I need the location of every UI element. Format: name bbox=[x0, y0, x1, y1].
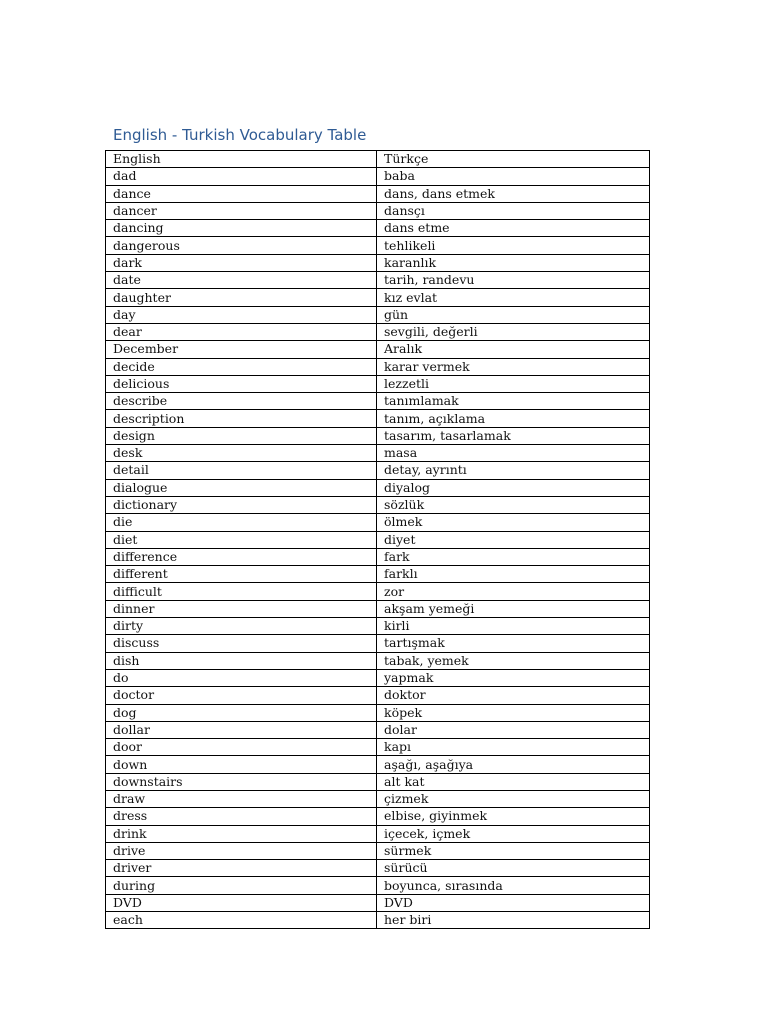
english-word-cell: door bbox=[106, 739, 377, 756]
vocabulary-table bbox=[105, 150, 650, 929]
english-word-cell: down bbox=[106, 756, 377, 773]
table-row bbox=[106, 877, 650, 894]
table-row bbox=[106, 531, 650, 548]
turkish-word-cell: karar vermek bbox=[377, 358, 650, 375]
table-row bbox=[106, 790, 650, 807]
english-word-cell: delicious bbox=[106, 375, 377, 392]
vocabulary-table-body bbox=[106, 151, 650, 929]
turkish-word-cell: sürücü bbox=[377, 860, 650, 877]
table-row bbox=[106, 237, 650, 254]
table-row bbox=[106, 618, 650, 635]
table-row bbox=[106, 185, 650, 202]
table-row bbox=[106, 860, 650, 877]
table-row bbox=[106, 635, 650, 652]
table-row bbox=[106, 358, 650, 375]
turkish-word-cell: detay, ayrıntı bbox=[377, 462, 650, 479]
english-word-cell: diet bbox=[106, 531, 377, 548]
english-word-cell: dress bbox=[106, 808, 377, 825]
turkish-word-cell: karanlık bbox=[377, 254, 650, 271]
table-row bbox=[106, 548, 650, 565]
english-word-cell: driver bbox=[106, 860, 377, 877]
table-row bbox=[106, 427, 650, 444]
table-row bbox=[106, 393, 650, 410]
turkish-word-cell: tasarım, tasarlamak bbox=[377, 427, 650, 444]
english-word-cell: difficult bbox=[106, 583, 377, 600]
english-word-cell: dollar bbox=[106, 721, 377, 738]
turkish-word-cell: kız evlat bbox=[377, 289, 650, 306]
turkish-word-cell: yapmak bbox=[377, 669, 650, 686]
english-word-cell: daughter bbox=[106, 289, 377, 306]
table-row bbox=[106, 808, 650, 825]
turkish-word-cell: baba bbox=[377, 168, 650, 185]
turkish-word-cell: tarih, randevu bbox=[377, 272, 650, 289]
english-word-cell: dish bbox=[106, 652, 377, 669]
header-english: English bbox=[106, 151, 377, 168]
table-row bbox=[106, 739, 650, 756]
turkish-word-cell: kapı bbox=[377, 739, 650, 756]
english-word-cell: dirty bbox=[106, 618, 377, 635]
turkish-word-cell: tartışmak bbox=[377, 635, 650, 652]
english-word-cell: description bbox=[106, 410, 377, 427]
turkish-word-cell: dolar bbox=[377, 721, 650, 738]
table-row bbox=[106, 825, 650, 842]
english-word-cell: discuss bbox=[106, 635, 377, 652]
english-word-cell: dancer bbox=[106, 202, 377, 219]
table-row bbox=[106, 583, 650, 600]
table-row bbox=[106, 254, 650, 271]
turkish-word-cell: Aralık bbox=[377, 341, 650, 358]
table-row bbox=[106, 202, 650, 219]
turkish-word-cell: tanımlamak bbox=[377, 393, 650, 410]
english-word-cell: dictionary bbox=[106, 496, 377, 513]
turkish-word-cell: tehlikeli bbox=[377, 237, 650, 254]
english-word-cell: describe bbox=[106, 393, 377, 410]
turkish-word-cell: sözlük bbox=[377, 496, 650, 513]
turkish-word-cell: alt kat bbox=[377, 773, 650, 790]
english-word-cell: doctor bbox=[106, 687, 377, 704]
turkish-word-cell: ölmek bbox=[377, 514, 650, 531]
turkish-word-cell: masa bbox=[377, 445, 650, 462]
turkish-word-cell: sürmek bbox=[377, 842, 650, 859]
document-title: English - Turkish Vocabulary Table bbox=[113, 126, 367, 144]
table-row bbox=[106, 687, 650, 704]
english-word-cell: December bbox=[106, 341, 377, 358]
turkish-word-cell: lezzetli bbox=[377, 375, 650, 392]
table-row bbox=[106, 566, 650, 583]
table-row bbox=[106, 756, 650, 773]
table-row bbox=[106, 912, 650, 929]
table-row bbox=[106, 600, 650, 617]
english-word-cell: dog bbox=[106, 704, 377, 721]
english-word-cell: difference bbox=[106, 548, 377, 565]
turkish-word-cell: her biri bbox=[377, 912, 650, 929]
english-word-cell: during bbox=[106, 877, 377, 894]
turkish-word-cell: kirli bbox=[377, 618, 650, 635]
english-word-cell: dialogue bbox=[106, 479, 377, 496]
english-word-cell: draw bbox=[106, 790, 377, 807]
table-row bbox=[106, 289, 650, 306]
turkish-word-cell: diyet bbox=[377, 531, 650, 548]
header-turkish: Türkçe bbox=[377, 151, 650, 168]
turkish-word-cell: elbise, giyinmek bbox=[377, 808, 650, 825]
table-row bbox=[106, 410, 650, 427]
english-word-cell: do bbox=[106, 669, 377, 686]
table-row bbox=[106, 462, 650, 479]
english-word-cell: detail bbox=[106, 462, 377, 479]
table-row bbox=[106, 220, 650, 237]
turkish-word-cell: sevgili, değerli bbox=[377, 323, 650, 340]
english-word-cell: desk bbox=[106, 445, 377, 462]
table-header-row bbox=[106, 151, 650, 168]
table-row bbox=[106, 496, 650, 513]
english-word-cell: dance bbox=[106, 185, 377, 202]
table-row bbox=[106, 704, 650, 721]
turkish-word-cell: içecek, içmek bbox=[377, 825, 650, 842]
table-row bbox=[106, 669, 650, 686]
turkish-word-cell: gün bbox=[377, 306, 650, 323]
english-word-cell: dancing bbox=[106, 220, 377, 237]
turkish-word-cell: tanım, açıklama bbox=[377, 410, 650, 427]
english-word-cell: die bbox=[106, 514, 377, 531]
table-row bbox=[106, 514, 650, 531]
turkish-word-cell: dansçı bbox=[377, 202, 650, 219]
turkish-word-cell: dans etme bbox=[377, 220, 650, 237]
english-word-cell: dangerous bbox=[106, 237, 377, 254]
english-word-cell: dinner bbox=[106, 600, 377, 617]
turkish-word-cell: çizmek bbox=[377, 790, 650, 807]
table-row bbox=[106, 842, 650, 859]
english-word-cell: different bbox=[106, 566, 377, 583]
english-word-cell: drive bbox=[106, 842, 377, 859]
turkish-word-cell: diyalog bbox=[377, 479, 650, 496]
table-row bbox=[106, 445, 650, 462]
english-word-cell: date bbox=[106, 272, 377, 289]
english-word-cell: downstairs bbox=[106, 773, 377, 790]
turkish-word-cell: boyunca, sırasında bbox=[377, 877, 650, 894]
table-row bbox=[106, 894, 650, 911]
table-row bbox=[106, 168, 650, 185]
turkish-word-cell: dans, dans etmek bbox=[377, 185, 650, 202]
english-word-cell: day bbox=[106, 306, 377, 323]
english-word-cell: drink bbox=[106, 825, 377, 842]
turkish-word-cell: tabak, yemek bbox=[377, 652, 650, 669]
english-word-cell: design bbox=[106, 427, 377, 444]
english-word-cell: DVD bbox=[106, 894, 377, 911]
turkish-word-cell: doktor bbox=[377, 687, 650, 704]
table-row bbox=[106, 272, 650, 289]
table-row bbox=[106, 479, 650, 496]
english-word-cell: dad bbox=[106, 168, 377, 185]
table-row bbox=[106, 652, 650, 669]
english-word-cell: dark bbox=[106, 254, 377, 271]
turkish-word-cell: zor bbox=[377, 583, 650, 600]
table-row bbox=[106, 341, 650, 358]
turkish-word-cell: DVD bbox=[377, 894, 650, 911]
turkish-word-cell: farklı bbox=[377, 566, 650, 583]
turkish-word-cell: aşağı, aşağıya bbox=[377, 756, 650, 773]
table-row bbox=[106, 773, 650, 790]
turkish-word-cell: akşam yemeği bbox=[377, 600, 650, 617]
table-row bbox=[106, 375, 650, 392]
table-row bbox=[106, 721, 650, 738]
english-word-cell: dear bbox=[106, 323, 377, 340]
english-word-cell: decide bbox=[106, 358, 377, 375]
english-word-cell: each bbox=[106, 912, 377, 929]
turkish-word-cell: fark bbox=[377, 548, 650, 565]
table-row bbox=[106, 306, 650, 323]
turkish-word-cell: köpek bbox=[377, 704, 650, 721]
table-row bbox=[106, 323, 650, 340]
